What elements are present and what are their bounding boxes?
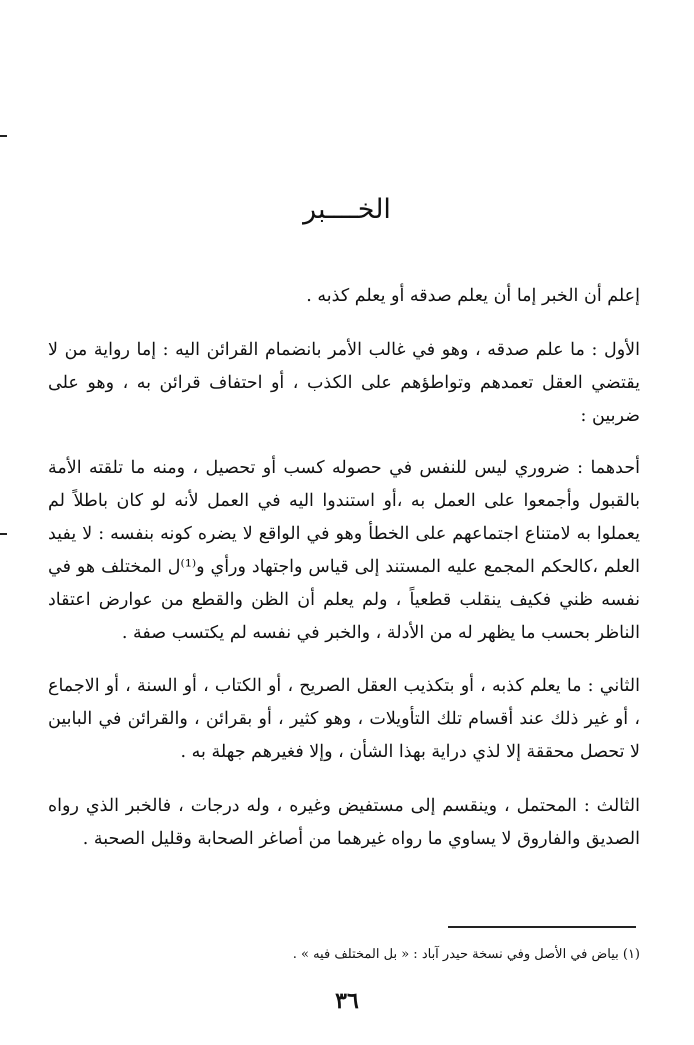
paragraph-intro: إعلم أن الخبر إما أن يعلم صدقه أو يعلم كذبه .	[306, 286, 640, 306]
footnote-separator	[448, 926, 636, 928]
paragraph-first-subtype: أحدهما : ضروري ليس للنفس في حصوله كسب أو تحصيل ، ومنه ما تلقته الأمة بالقبول وأجمعوا على العمل به ،أو استندوا اليه في العمل لأنه لو كان باطلاً لم يعملوا به لامتناع اجتماعهم على الخطأ وهو في الواقع لا يضره كونه بنفسه : لا يفيد العلم ،كالحكم المجمع عليه المستند إلى قياس واجتهاد ورأي و⁽¹⁾ل المختلف هو في نفسه ظني فكيف ينقلب قطعياً ، ولم يعلم أن الظن والقطع من عوارض اعتقاد الناظر بحسب ما يظهر له من الأدلة ، والخبر في نفسه لم يكتسب صفة .	[48, 458, 640, 643]
page-number: ٣٦	[335, 988, 359, 1014]
section-title: الخــــبر	[303, 194, 391, 225]
paragraph-third-type: الثالث : المحتمل ، وينقسم إلى مستفيض وغيره ، وله درجات ، فالخبر الذي رواه الصديق والفاروق لا يساوي ما رواه غيرهما من أصاغر الصحابة وقليل الصحبة .	[48, 796, 640, 849]
paragraph-second-type: الثاني : ما يعلم كذبه ، أو بتكذيب العقل الصريح ، أو الكتاب ، أو السنة ، أو الاجماع ، أو غير ذلك عند أقسام تلك التأويلات ، وهو كثير ، أو بقرائن ، والقرائن في البابين لا تحصل محققة إلا لذي دراية بهذا الشأن ، وإلا فغيرهم جهلة به .	[48, 676, 640, 762]
footnote: (١) بياض في الأصل وفي نسخة حيدر آباد : « بل المختلف فيه » .	[292, 947, 640, 962]
margin-mark-middle	[0, 533, 7, 535]
margin-mark-top	[0, 135, 7, 137]
paragraph-first-type: الأول : ما علم صدقه ، وهو في غالب الأمر بانضمام القرائن اليه : إما رواية من لا يقتضي العقل تعمدهم وتواطؤهم على الكذب ، أو احتفاف قرائن به ، وهو على ضربين :	[48, 340, 640, 426]
